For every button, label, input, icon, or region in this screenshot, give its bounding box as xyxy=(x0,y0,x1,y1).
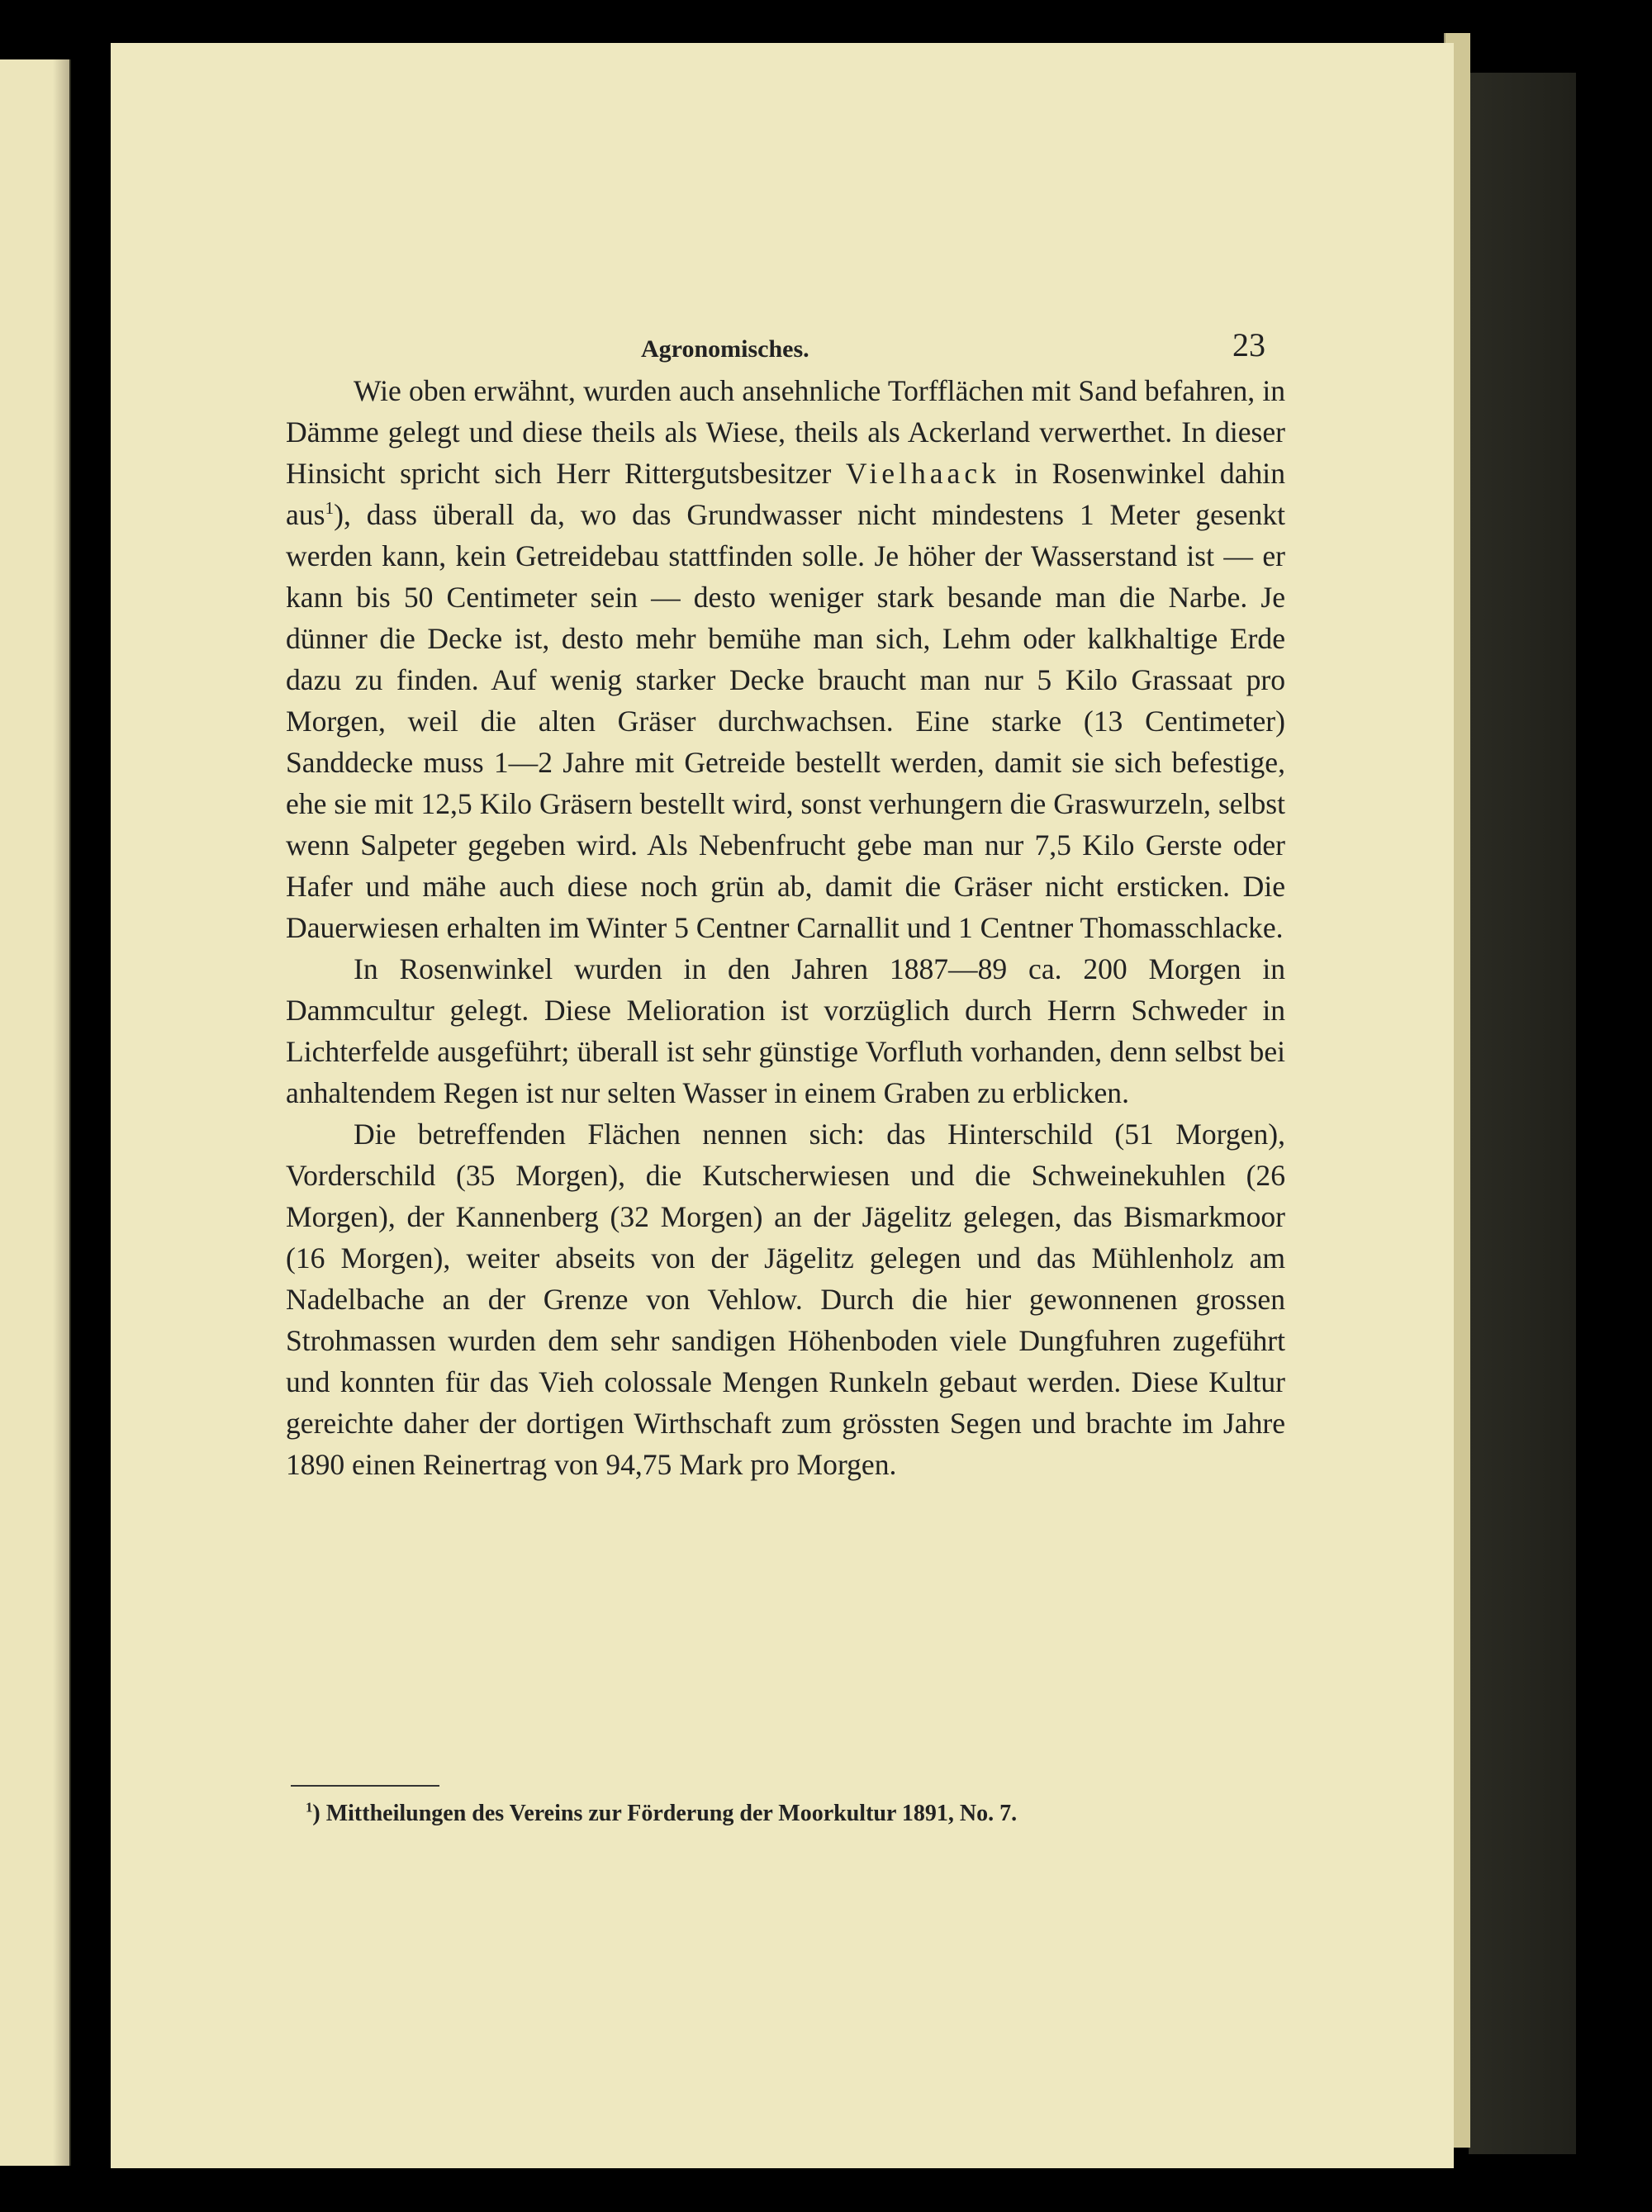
paragraph-2: In Rosenwinkel wurden in den Jahren 1887—89 ca. 200 Morgen in Dammcultur gelegt. Diese Melioration ist vorzüglich durch Herrn Schweder in Lichterfelde ausgeführt; überall ist sehr günstige Vorfluth vorhanden, denn selbst bei anhaltendem Regen ist nur selten Wasser in einem Graben zu erblicken. xyxy=(286,952,1285,1109)
book-cover-edge xyxy=(1469,73,1576,2154)
page-header xyxy=(641,325,1265,375)
paragraph-1-text-a: Wie oben erwähnt, wurden auch ansehnliche Torfflächen mit Sand befahren, in Dämme gelegt und diese theils als Wiese, theils als Ackerland verwerthet. In dieser Hinsicht spricht sich Herr Rittergutsbesitzer xyxy=(286,374,1285,490)
footnote-marker: 1 xyxy=(306,1799,313,1816)
footnote-reference: 1 xyxy=(325,498,335,519)
running-head: Agronomisches. xyxy=(641,335,809,363)
page-number: 23 xyxy=(1232,326,1265,363)
footnote-text: ) Mittheilungen des Vereins zur Förderung der Moorkultur 1891, No. 7. xyxy=(312,1801,1018,1826)
page-gutter-shadow xyxy=(53,59,69,2166)
paragraph-1-text-c: ), dass überall da, wo das Grundwasser nicht mindestens 1 Meter gesenkt werden kann, kein Getreidebau stattfinden solle. Je höher der Wasserstand ist — er kann bis 50 Centimeter sein — desto weniger stark besande man die Narbe. Je dünner die Decke ist, desto mehr bemühe man sich, Lehm oder kalkhaltige Erde dazu zu finden. Auf wenig starker Decke braucht man nur 5 Kilo Grassaat pro Morgen, weil die alten Gräser durchwachsen. Eine starke (13 Centimeter) Sanddecke muss 1—2 Jahre mit Getreide bestellt werden, damit sie sich befestige, ehe sie mit 12,5 Kilo Gräsern bestellt wird, sonst verhungern die Graswurzeln, selbst wenn Salpeter gegeben wird. Als Nebenfrucht gebe man nur 7,5 Kilo Gerste oder Hafer und mähe auch diese noch grün ab, damit die Gräser nicht ersticken. Die Dauerwiesen erhalten im Winter 5 Centner Carnallit und 1 Centner Thomasschlacke. xyxy=(286,498,1285,944)
previous-page-edge xyxy=(0,59,71,2166)
book-page xyxy=(111,43,1454,2168)
footnote-rule xyxy=(291,1785,439,1787)
body-text xyxy=(286,370,1285,1485)
footnote xyxy=(306,1801,1017,1827)
person-name: Vielhaack xyxy=(845,457,1000,490)
paragraph-3: Die betreffenden Flächen nennen sich: das Hinterschild (51 Morgen), Vorderschild (35 Morgen), die Kutscherwiesen und die Schweinekuhlen (26 Morgen), der Kannenberg (32 Morgen) an der Jägelitz gelegen, das Bismarkmoor (16 Morgen), weiter abseits von der Jägelitz gelegen und das Mühlenholz am Nadelbache an der Grenze von Vehlow. Durch die hier gewonnenen grossen Strohmassen wurden dem sehr sandigen Höhenboden viele Dungfuhren zugeführt und konnten für das Vieh colossale Mengen Runkeln gebaut werden. Diese Kultur gereichte daher der dortigen Wirthschaft zum grössten Segen und brachte im Jahre 1890 einen Reinertrag von 94,75 Mark pro Morgen. xyxy=(286,1118,1285,1481)
paragraph-1 xyxy=(286,370,1285,948)
paragraph-1-text-b: in Rosenwinkel dahin aus xyxy=(286,457,1285,531)
